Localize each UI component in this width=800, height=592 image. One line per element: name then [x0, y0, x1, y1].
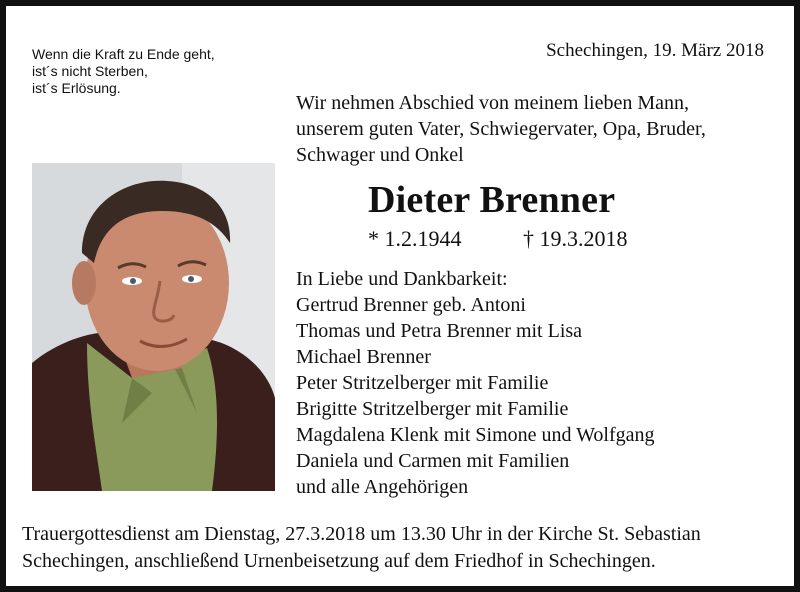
service-line: Schechingen, anschließend Urnenbeisetzung auf dem Friedhof in Schechingen. [22, 550, 656, 572]
quote-line: Wenn die Kraft zu Ende geht, [32, 46, 215, 62]
mourners-list [296, 266, 655, 500]
mourner-entry: Thomas und Petra Brenner mit Lisa [296, 320, 583, 342]
pupil-left [130, 278, 136, 284]
intro-line: Schwager und Onkel [296, 144, 464, 166]
mourner-entry: Peter Stritzelberger mit Familie [296, 372, 549, 394]
place-date: Schechingen, 19. März 2018 [546, 40, 764, 61]
intro-line: Wir nehmen Abschied von meinem lieben Mann, [296, 92, 689, 114]
deceased-name: Dieter Brenner [368, 179, 616, 221]
farewell-intro [296, 90, 706, 168]
pupil-right [188, 276, 194, 282]
mourner-entry: Michael Brenner [296, 346, 431, 368]
death-date: † 19.3.2018 [523, 226, 628, 251]
memorial-quote [32, 46, 215, 97]
funeral-service-info [22, 521, 701, 575]
portrait-photo [32, 163, 275, 491]
mourners-heading: In Liebe und Dankbarkeit: [296, 268, 508, 290]
life-dates [368, 226, 628, 252]
service-line: Trauergottesdienst am Dienstag, 27.3.2018 um 13.30 Uhr in der Kirche St. Sebastian [22, 523, 701, 545]
quote-line: ist´s nicht Sterben, [32, 63, 148, 79]
portrait-illustration [32, 163, 275, 491]
birth-date: * 1.2.1944 [368, 226, 462, 251]
quote-line: ist´s Erlösung. [32, 80, 121, 96]
ear [72, 261, 96, 305]
mourner-entry: Daniela und Carmen mit Familien [296, 450, 570, 472]
mourner-entry: Brigitte Stritzelberger mit Familie [296, 398, 569, 420]
mourner-entry: und alle Angehörigen [296, 476, 469, 498]
mourner-entry: Gertrud Brenner geb. Antoni [296, 294, 526, 316]
mourner-entry: Magdalena Klenk mit Simone und Wolfgang [296, 424, 655, 446]
intro-line: unserem guten Vater, Schwiegervater, Opa, Bruder, [296, 118, 706, 140]
